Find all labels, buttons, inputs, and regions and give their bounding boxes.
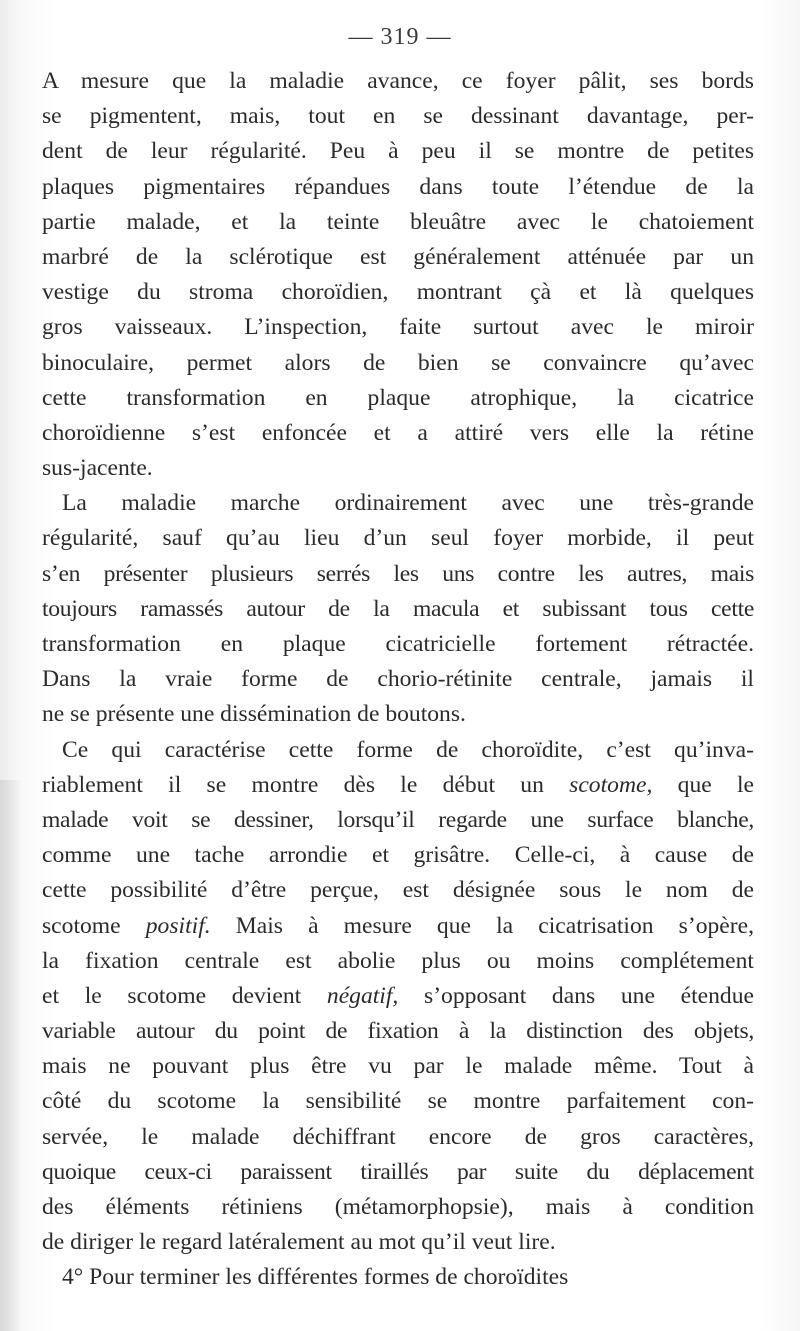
text-line: plaques pigmentaires répandues dans toute l’étendue de la <box>42 173 754 200</box>
text-run: que le <box>652 771 755 798</box>
text-line: cette transformation en plaque atrophique, la cicatrice <box>42 384 754 411</box>
text-line: partie malade, et la teinte bleuâtre avec le chatoiement <box>42 208 754 235</box>
text-line: des éléments rétiniens (métamorphopsie), mais à condition <box>42 1194 754 1220</box>
text-line: La maladie marche ordinairement avec une très-grande <box>62 490 754 517</box>
text-line: gros vaisseaux. L’inspection, faite surtout avec le miroir <box>42 314 754 341</box>
page-edge-shadow <box>0 780 22 1331</box>
text-line: quoique ceux-ci paraissent tiraillés par suite du déplacement <box>42 1158 754 1185</box>
text-line: A mesure que la maladie avance, ce foyer pâlit, ses bords <box>42 68 754 94</box>
text-line: s’en présenter plusieurs serrés les uns contre les autres, mais <box>42 560 754 587</box>
emphasis-positif: positif. <box>145 912 211 939</box>
text-line: régularité, sauf qu’au lieu d’un seul foyer morbide, il peut <box>42 525 754 552</box>
text-line: se pigmentent, mais, tout en se dessinant davantage, per- <box>42 103 754 130</box>
text-line: malade voit se dessiner, lorsqu’il regarde une surface blanche, <box>42 806 754 833</box>
text-line <box>42 909 754 944</box>
text-line: Dans la vraie forme de chorio-rétinite centrale, jamais il <box>42 666 754 693</box>
text-run: riablement il se montre dès le début un <box>42 771 570 798</box>
text-line: ne se présente une dissémination de boutons. <box>42 701 466 728</box>
page-number: — 319 — <box>348 24 452 50</box>
text-run: s’opposant dans une étendue <box>398 982 754 1009</box>
text-line: la fixation centrale est abolie plus ou moins complétement <box>42 947 754 974</box>
text-line: toujours ramassés autour de la macula et subissant tous cette <box>42 595 754 622</box>
text-line: transformation en plaque cicatricielle fortement rétractée. <box>42 631 754 657</box>
text-line: comme une tache arrondie et grisâtre. Celle-ci, à cause de <box>42 842 754 869</box>
text-line: côté du scotome la sensibilité se montre parfaitement con- <box>42 1088 754 1115</box>
text-line: variable autour du point de fixation à la distinction des objets, <box>42 1018 754 1045</box>
text-line: cette possibilité d’être perçue, est désignée sous le nom de <box>42 877 754 904</box>
text-run: et le scotome devient <box>42 982 327 1009</box>
text-line: vestige du stroma choroïdien, montrant çà et là quelques <box>42 279 754 306</box>
emphasis-negatif: négatif, <box>326 982 399 1009</box>
text-run: Mais à mesure que la cicatrisation s’opère, <box>210 912 754 939</box>
text-line <box>42 979 754 1014</box>
text-line: choroïdienne s’est enfoncée et a attiré vers elle la rétine <box>42 419 754 446</box>
text-line: marbré de la sclérotique est généralement atténuée par un <box>42 243 754 270</box>
text-line: Ce qui caractérise cette forme de choroïdite, c’est qu’inva- <box>62 736 754 763</box>
text-line <box>42 768 754 803</box>
text-line: mais ne pouvant plus être vu par le malade même. Tout à <box>42 1053 754 1080</box>
text-line: binoculaire, permet alors de bien se convaincre qu’avec <box>42 349 754 376</box>
emphasis-scotome: scotome, <box>569 771 653 798</box>
text-line: dent de leur régularité. Peu à peu il se montre de petites <box>42 138 754 165</box>
text-line: sus-jacente. <box>42 455 153 482</box>
body-text <box>42 64 754 1296</box>
text-line: servée, le malade déchiffrant encore de gros caractères, <box>42 1123 754 1150</box>
text-run: scotome <box>42 912 146 939</box>
text-line: 4° Pour terminer les différentes formes de choroïdites <box>62 1264 569 1291</box>
text-line: de diriger le regard latéralement au mot qu’il veut lire. <box>42 1229 556 1256</box>
